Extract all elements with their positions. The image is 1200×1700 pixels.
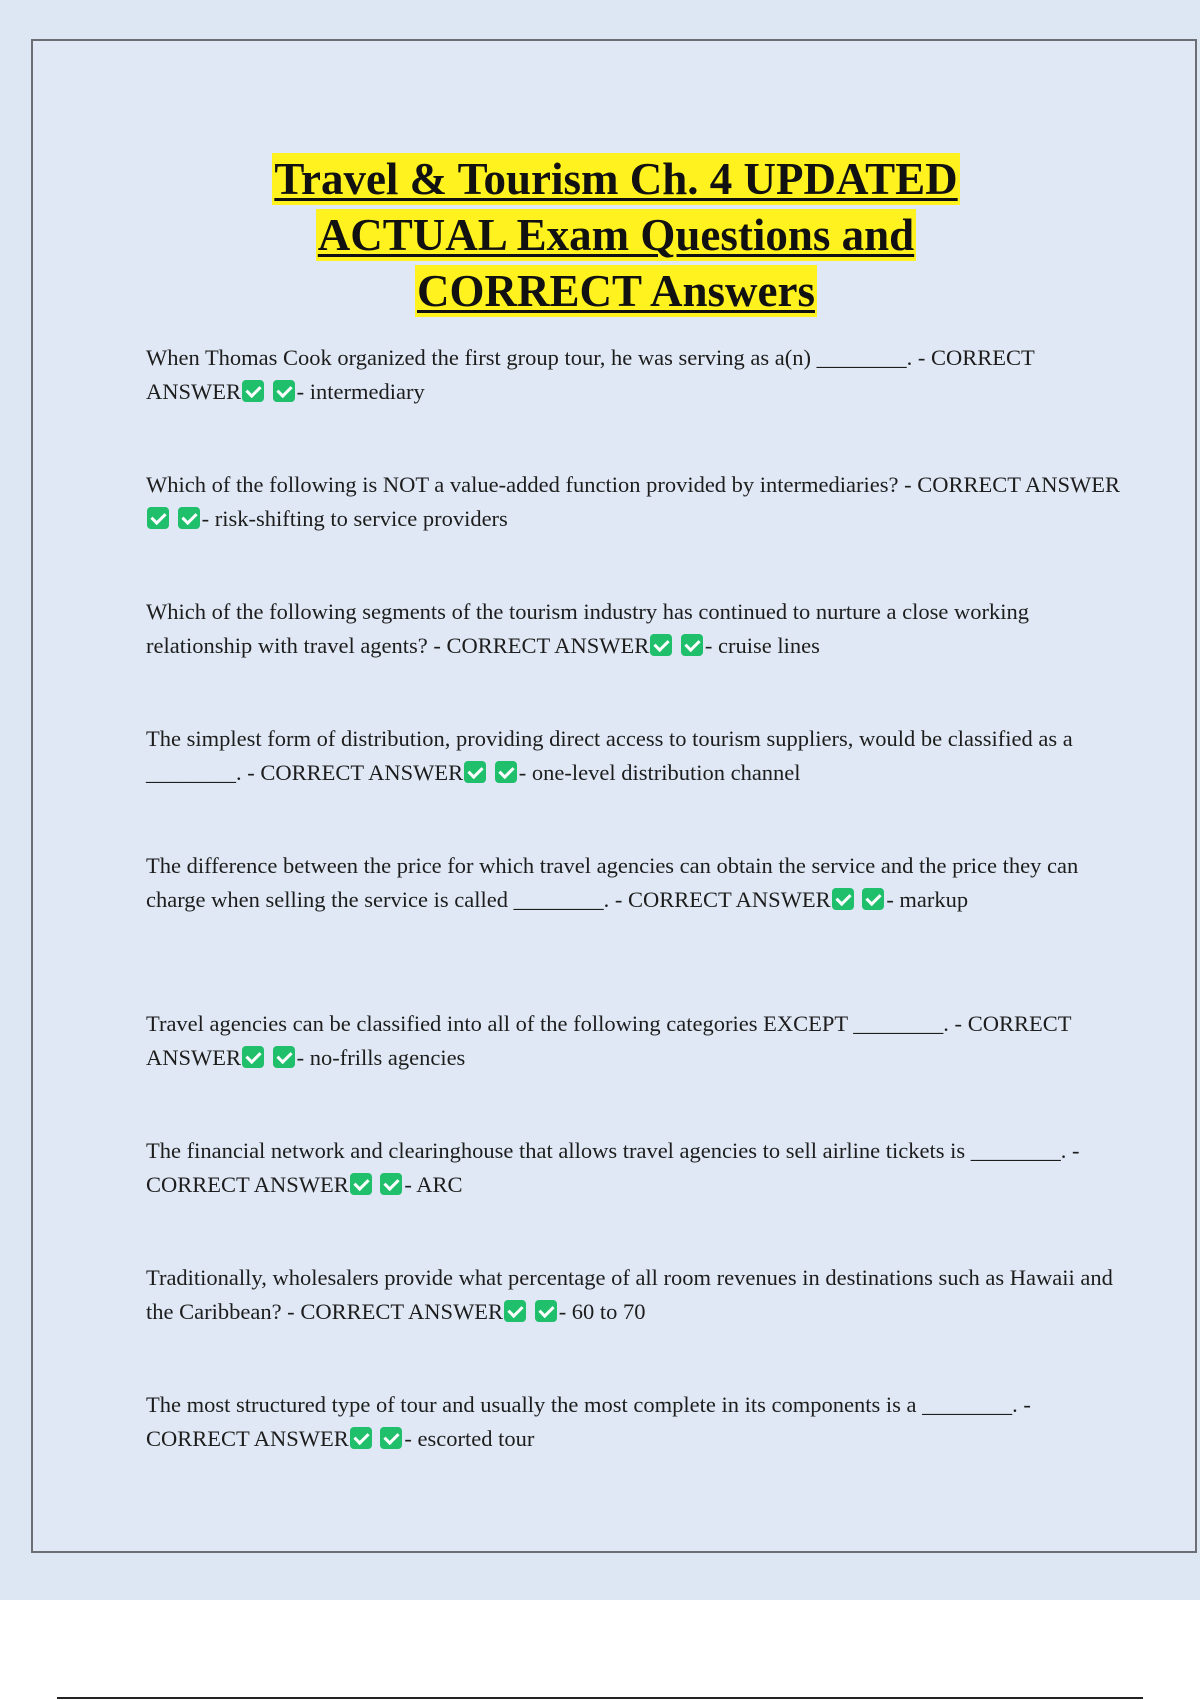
answer-text: - no-frills agencies (296, 1045, 466, 1070)
bottom-divider (57, 1697, 1143, 1699)
title-line-3: CORRECT Answers (417, 266, 815, 316)
qa-item (146, 1134, 1126, 1202)
check-icon (147, 507, 169, 529)
question-text: The simplest form of distribution, providing direct access to tourism suppliers, would be classified as a ________. - (146, 726, 1073, 785)
qa-item (146, 595, 1126, 663)
check-icon (273, 1046, 295, 1068)
answer-text: - risk-shifting to service providers (201, 506, 508, 531)
check-icon (832, 888, 854, 910)
answer-marker: CORRECT ANSWER (446, 633, 650, 658)
question-text: When Thomas Cook organized the first group tour, he was serving as a(n) ________. - (146, 345, 931, 370)
qa-item (146, 1261, 1126, 1329)
question-text: Which of the following is NOT a value-added function provided by intermediaries? - (146, 472, 918, 497)
answer-marker: CORRECT ANSWER (146, 1426, 349, 1451)
answer-text: - ARC (404, 1172, 463, 1197)
answer-text: - one-level distribution channel (518, 760, 801, 785)
qa-item (146, 849, 1126, 917)
document-title (33, 149, 1199, 317)
qa-item (146, 722, 1126, 790)
check-icon (504, 1300, 526, 1322)
answer-marker: CORRECT ANSWER (146, 345, 1035, 404)
question-text: The financial network and clearinghouse that allows travel agencies to sell airline tickets is ________. - (146, 1138, 1080, 1163)
check-icon (242, 1046, 264, 1068)
qa-item (146, 468, 1126, 536)
answer-text: - 60 to 70 (558, 1299, 646, 1324)
answer-marker: CORRECT ANSWER (917, 472, 1120, 497)
answer-text: - escorted tour (404, 1426, 535, 1451)
answer-marker: CORRECT ANSWER (627, 887, 831, 912)
question-text: Which of the following segments of the tourism industry has continued to nurture a close working relationship with travel agents? - (146, 599, 1029, 658)
qa-item (146, 1007, 1126, 1075)
check-icon (380, 1173, 402, 1195)
answer-marker: CORRECT ANSWER (260, 760, 464, 785)
check-icon (350, 1173, 372, 1195)
check-icon (242, 380, 264, 402)
check-icon (650, 634, 672, 656)
check-icon (681, 634, 703, 656)
answer-marker: CORRECT ANSWER (146, 1011, 1072, 1070)
question-text: Travel agencies can be classified into all of the following categories EXCEPT ________. - (146, 1011, 968, 1036)
check-icon (862, 888, 884, 910)
document-page (31, 39, 1197, 1553)
check-icon (350, 1427, 372, 1449)
title-line-1: Travel & Tourism Ch. 4 UPDATED (274, 154, 958, 204)
answer-marker: CORRECT ANSWER (300, 1299, 504, 1324)
question-text: Traditionally, wholesalers provide what percentage of all room revenues in destinations such as Hawaii and the Caribbean? - (146, 1265, 1113, 1324)
check-icon (178, 507, 200, 529)
answer-text: - cruise lines (704, 633, 820, 658)
qa-item (146, 1388, 1126, 1456)
qa-item (146, 341, 1126, 409)
check-icon (273, 380, 295, 402)
answer-marker: CORRECT ANSWER (146, 1172, 349, 1197)
check-icon (495, 761, 517, 783)
answer-text: - intermediary (296, 379, 425, 404)
check-icon (464, 761, 486, 783)
question-text: The most structured type of tour and usually the most complete in its components is a ________. - (146, 1392, 1031, 1417)
question-text: The difference between the price for which travel agencies can obtain the service and the price they can charge when selling the service is called ________. - (146, 853, 1079, 912)
check-icon (380, 1427, 402, 1449)
answer-text: - markup (886, 887, 969, 912)
check-icon (535, 1300, 557, 1322)
title-line-2: ACTUAL Exam Questions and (317, 210, 915, 260)
